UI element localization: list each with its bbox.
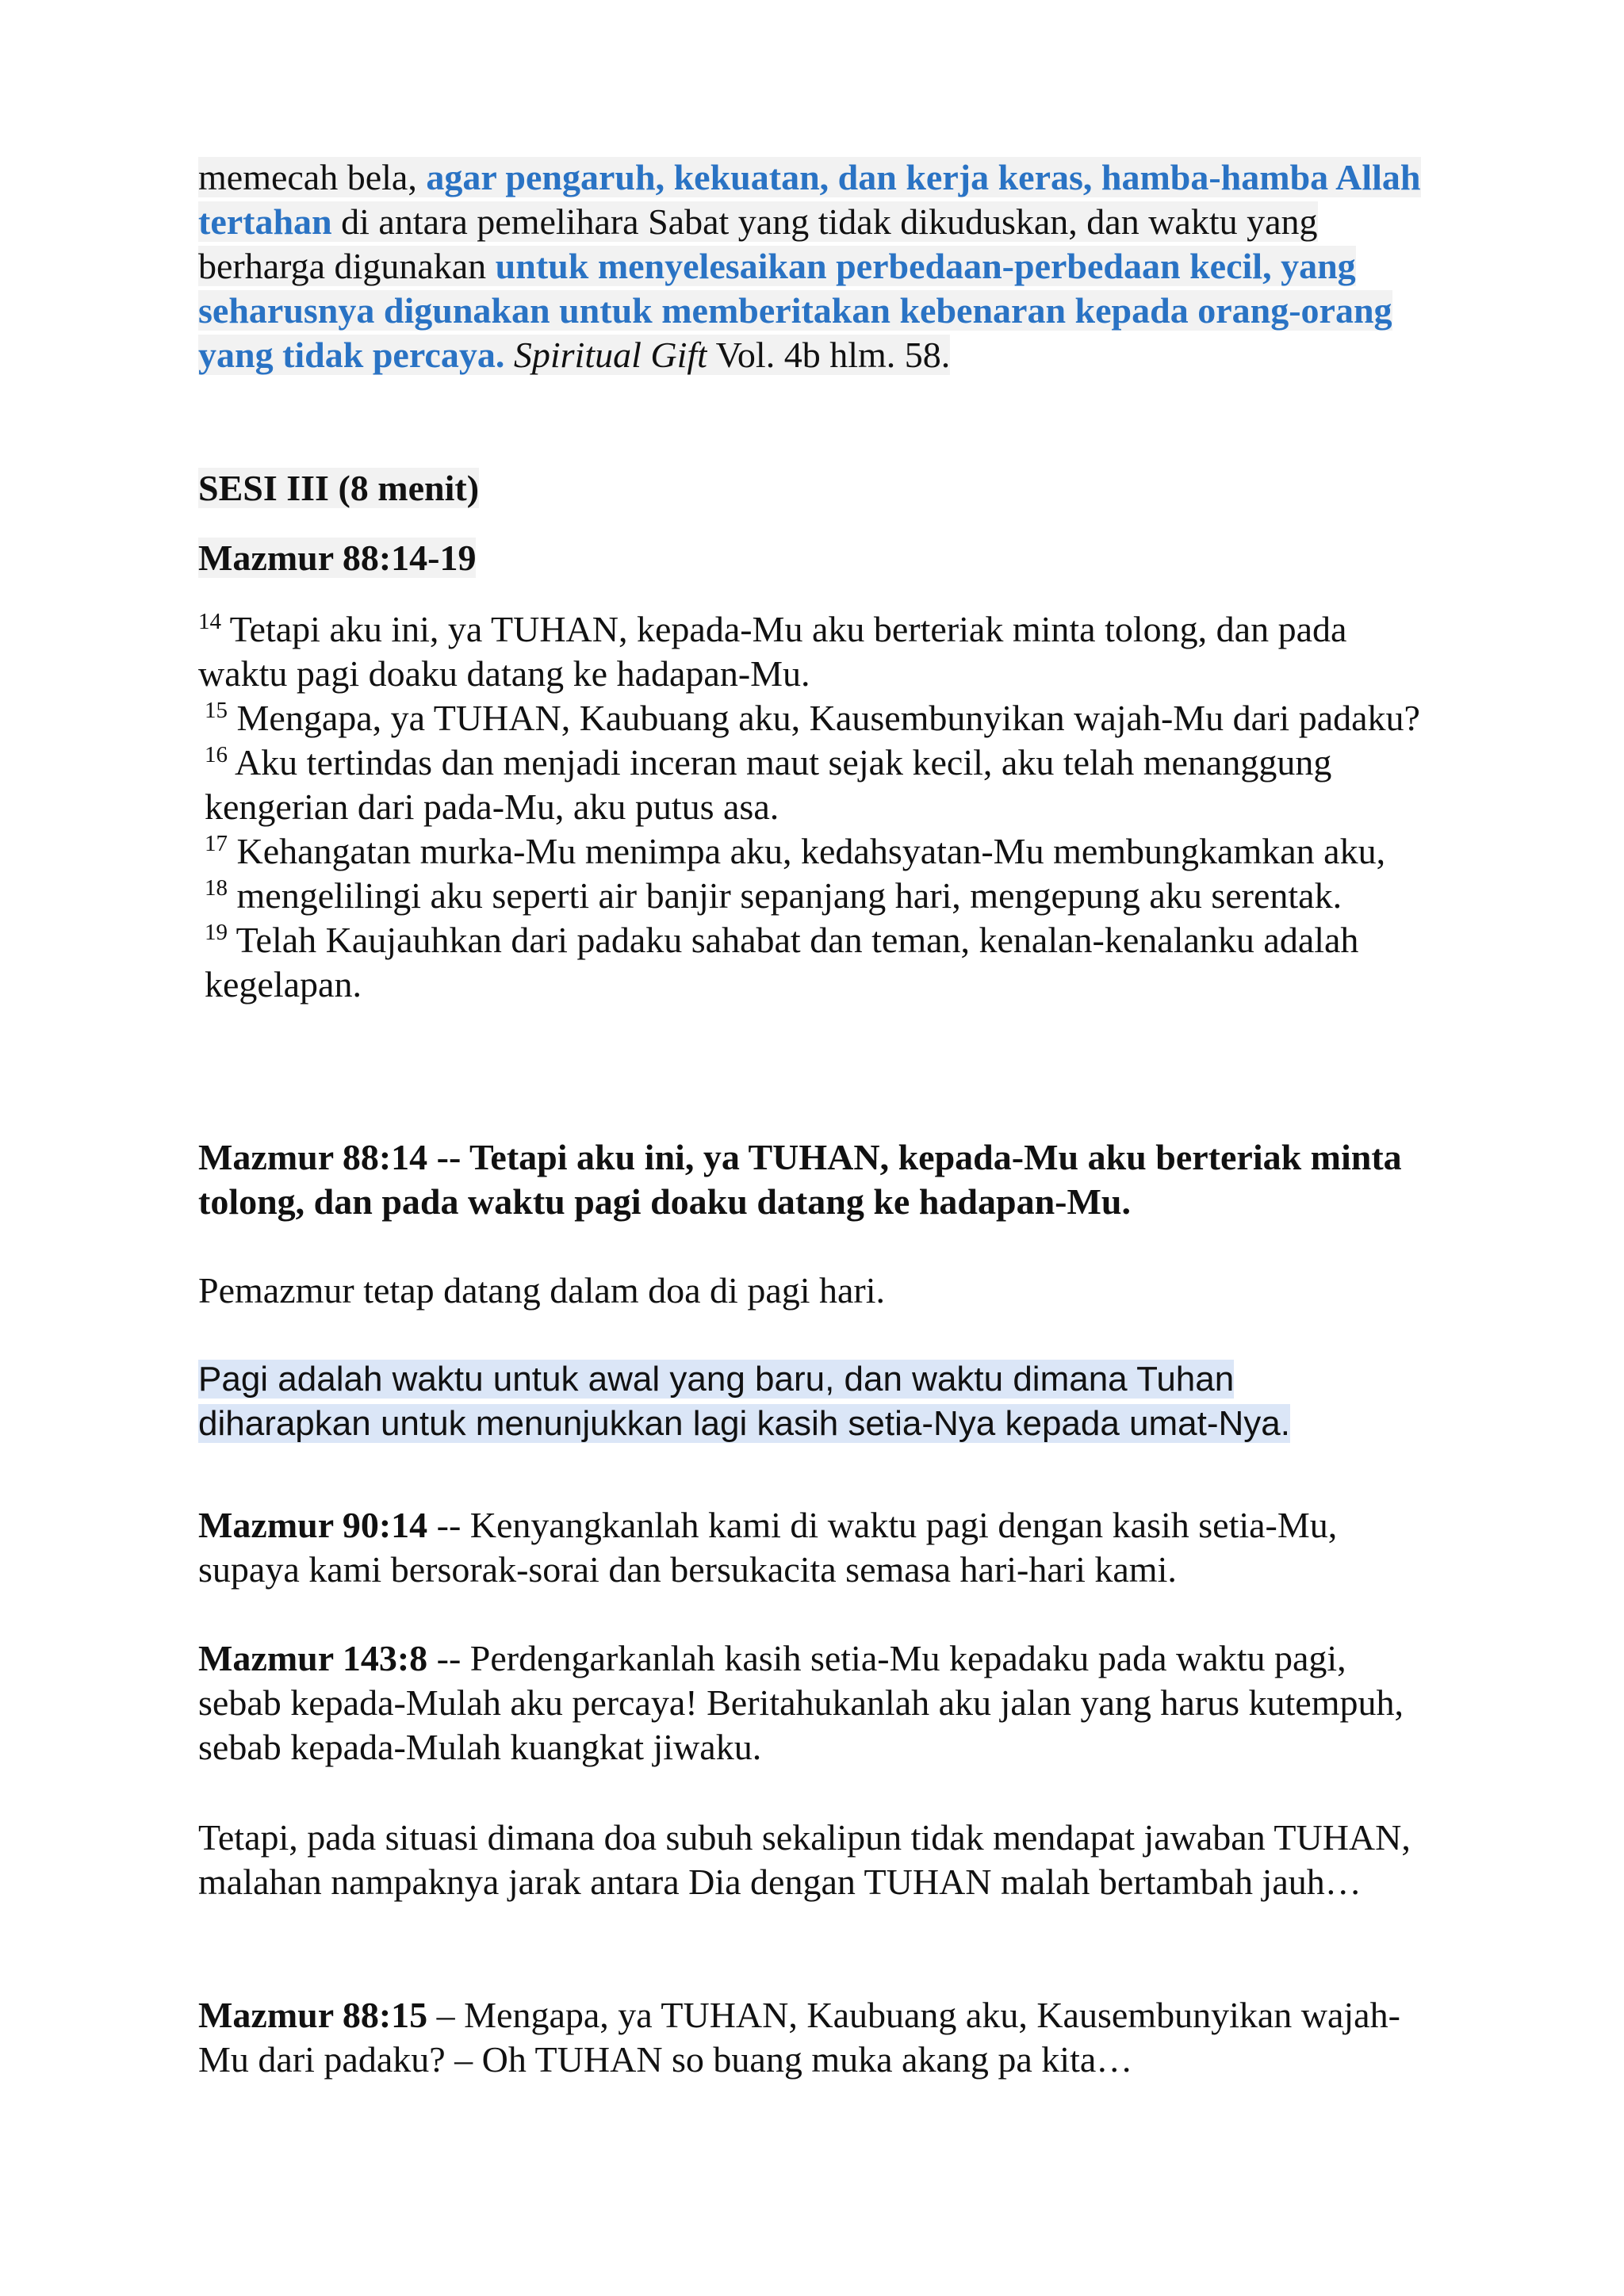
verse-number: 19 [205, 920, 228, 945]
intro-paragraph [198, 155, 1435, 377]
intro-space [504, 335, 514, 375]
focus-verse: Mazmur 88:14 -- Tetapi aku ini, ya TUHAN, kepada-Mu aku berteriak minta tolong, dan pada waktu pagi doaku datang ke hadapan-Mu. [198, 1137, 1402, 1222]
intro-text-2: di antara pemelihara Sabat yang tidak dikuduskan, dan waktu yang berharga digunakan [198, 201, 1318, 286]
verse-number: 16 [205, 742, 228, 767]
passage-heading: Mazmur 88:14-19 [198, 538, 477, 578]
verse-15 [198, 696, 1435, 740]
verse-number: 14 [198, 609, 221, 634]
verse-text: mengelilingi aku seperti air banjir sepanjang hari, mengepung aku serentak. [228, 875, 1342, 916]
ref-text: – Mengapa, ya TUHAN, Kaubuang aku, Kausembunyikan wajah-Mu dari padaku? – Oh TUHAN so buang muka akang pa kita… [198, 1995, 1400, 2080]
intro-emphasis-2: untuk menyelesaikan perbedaan-perbedaan kecil, yang seharusnya digunakan untuk memberitakan kebenaran kepada orang-orang yang tidak percaya. [198, 246, 1392, 375]
verse-text: Telah Kaujauhkan dari padaku sahabat dan teman, kenalan-kenalanku adalah kegelapan. [205, 920, 1359, 1004]
verse-17 [198, 829, 1435, 874]
ref-label: Mazmur 88:15 [198, 1995, 428, 2035]
verse-14 [198, 607, 1435, 696]
ref-label: Mazmur 143:8 [198, 1638, 428, 1678]
verse-18 [198, 874, 1435, 918]
verse-number: 17 [205, 831, 228, 856]
verse-number: 15 [205, 698, 228, 723]
verse-text: Mengapa, ya TUHAN, Kaubuang aku, Kausembunyikan wajah-Mu dari padaku? [228, 698, 1420, 738]
intro-emphasis-1: agar pengaruh, kekuatan, dan kerja keras, hamba-hamba Allah tertahan [198, 157, 1421, 242]
ref-mazmur-90-14 [198, 1503, 1435, 1592]
ref-mazmur-143-8 [198, 1636, 1435, 1770]
verse-19 [198, 918, 1435, 1007]
intro-text-1: memecah bela, [198, 157, 427, 197]
session-heading: SESI III (8 menit) [198, 468, 480, 508]
verse-text: Kehangatan murka-Mu menimpa aku, kedahsyatan-Mu membungkamkan aku, [228, 831, 1386, 871]
verse-text: Tetapi aku ini, ya TUHAN, kepada-Mu aku berteriak minta tolong, dan pada waktu pagi doaku datang ke hadapan-Mu. [198, 609, 1347, 694]
verse-16 [198, 740, 1435, 829]
verse-number: 18 [205, 875, 228, 901]
tetapi-paragraph: Tetapi, pada situasi dimana doa subuh sekalipun tidak mendapat jawaban TUHAN, malahan nampaknya jarak antara Dia dengan TUHAN malah bertambah jauh… [198, 1817, 1411, 1902]
ref-label: Mazmur 90:14 [198, 1505, 428, 1545]
highlight-line-1: Pagi adalah waktu untuk awal yang baru, dan waktu dimana Tuhan [198, 1360, 1235, 1399]
verse-text: Aku tertindas dan menjadi inceran maut sejak kecil, aku telah menanggung kengerian dari pada-Mu, aku putus asa. [205, 742, 1332, 827]
verse-list [198, 607, 1435, 1007]
pemazmur-paragraph: Pemazmur tetap datang dalam doa di pagi hari. [198, 1270, 886, 1311]
ref-text: -- Kenyangkanlah kami di waktu pagi dengan kasih setia-Mu, supaya kami bersorak-sorai dan bersukacita semasa hari-hari kami. [198, 1505, 1338, 1590]
ref-mazmur-88-15 [198, 1993, 1435, 2082]
highlight-line-2: diharapkan untuk menunjukkan lagi kasih setia-Nya kepada umat-Nya. [198, 1404, 1290, 1443]
intro-citation: Spiritual Gift [513, 335, 707, 375]
ref-text: -- Perdengarkanlah kasih setia-Mu kepadaku pada waktu pagi, sebab kepada-Mulah aku percaya! Beritahukanlah aku jalan yang harus kutempuh, sebab kepada-Mulah kuangkat jiwaku. [198, 1638, 1404, 1767]
intro-reference: Vol. 4b hlm. 58. [707, 335, 951, 375]
highlighted-paragraph [198, 1357, 1435, 1446]
